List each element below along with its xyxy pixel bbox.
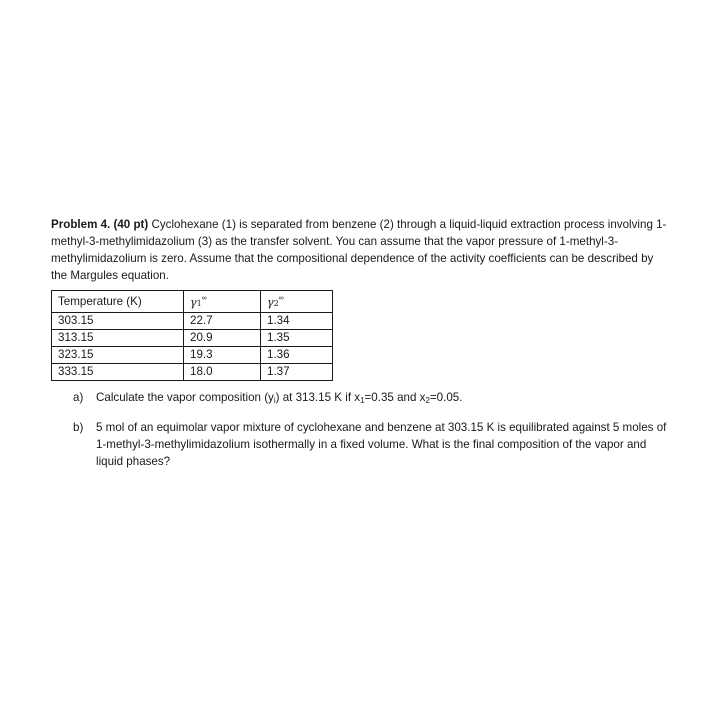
- cell-gamma2: 1.37: [261, 364, 333, 381]
- gamma2-sup: ∞: [278, 295, 284, 302]
- part-a-text-2: ) at 313.15 K if x: [275, 391, 361, 404]
- part-a-text-3: =0.35 and x: [364, 391, 426, 404]
- header-temperature: Temperature (K): [52, 291, 184, 313]
- problem-text: Cyclohexane (1) is separated from benzene (2) through a liquid-liquid extraction process involving 1-methyl-3-methylimidazolium (3) as the transfer solvent. You can assume that the vapor pressure of 1-methyl-3-methylimidazolium is zero. Assume that the compositional dependence of the activity coefficients can be described by the Margules equation.: [51, 218, 667, 282]
- cell-gamma1: 18.0: [184, 364, 261, 381]
- part-a-text-1: Calculate the vapor composition (y: [96, 391, 274, 404]
- cell-gamma2: 1.36: [261, 347, 333, 364]
- table-header-row: [52, 291, 333, 313]
- cell-gamma2: 1.35: [261, 330, 333, 347]
- gamma1-symbol: γ: [190, 296, 197, 309]
- cell-temperature: 303.15: [52, 313, 184, 330]
- cell-gamma1: 22.7: [184, 313, 261, 330]
- header-gamma2: [261, 291, 333, 313]
- part-b: [51, 419, 669, 470]
- part-a-sub-1: 1: [360, 396, 365, 405]
- problem-statement: [51, 216, 669, 284]
- question-parts: [51, 389, 669, 470]
- part-b-text: 5 mol of an equimolar vapor mixture of cyclohexane and benzene at 303.15 K is equilibrated against 5 moles of 1-methyl-3-methylimidazolium isothermally in a fixed volume. What is the final composition of the vapor and liquid phases?: [96, 421, 667, 468]
- cell-temperature: 313.15: [52, 330, 184, 347]
- gamma1-sup: ∞: [201, 295, 207, 302]
- part-a-sub-2: 2: [425, 396, 430, 405]
- problem-heading: Problem 4. (40 pt): [51, 218, 149, 231]
- part-a: [51, 389, 669, 409]
- cell-gamma1: 20.9: [184, 330, 261, 347]
- gamma1-sub: 1: [196, 299, 202, 308]
- document-body: [51, 216, 669, 480]
- cell-gamma1: 19.3: [184, 347, 261, 364]
- table-row: [52, 330, 333, 347]
- table-row: [52, 313, 333, 330]
- activity-coefficient-table: [51, 290, 333, 381]
- cell-temperature: 323.15: [52, 347, 184, 364]
- part-a-text-4: =0.05.: [429, 391, 463, 404]
- gamma2-sub: 2: [273, 299, 279, 308]
- gamma2-symbol: γ: [267, 296, 274, 309]
- cell-temperature: 333.15: [52, 364, 184, 381]
- part-a-sub-i: i: [273, 396, 276, 405]
- header-gamma1: [184, 291, 261, 313]
- table-row: [52, 347, 333, 364]
- cell-gamma2: 1.34: [261, 313, 333, 330]
- part-b-label: b): [73, 421, 84, 434]
- part-a-label: a): [73, 391, 84, 404]
- table-row: [52, 364, 333, 381]
